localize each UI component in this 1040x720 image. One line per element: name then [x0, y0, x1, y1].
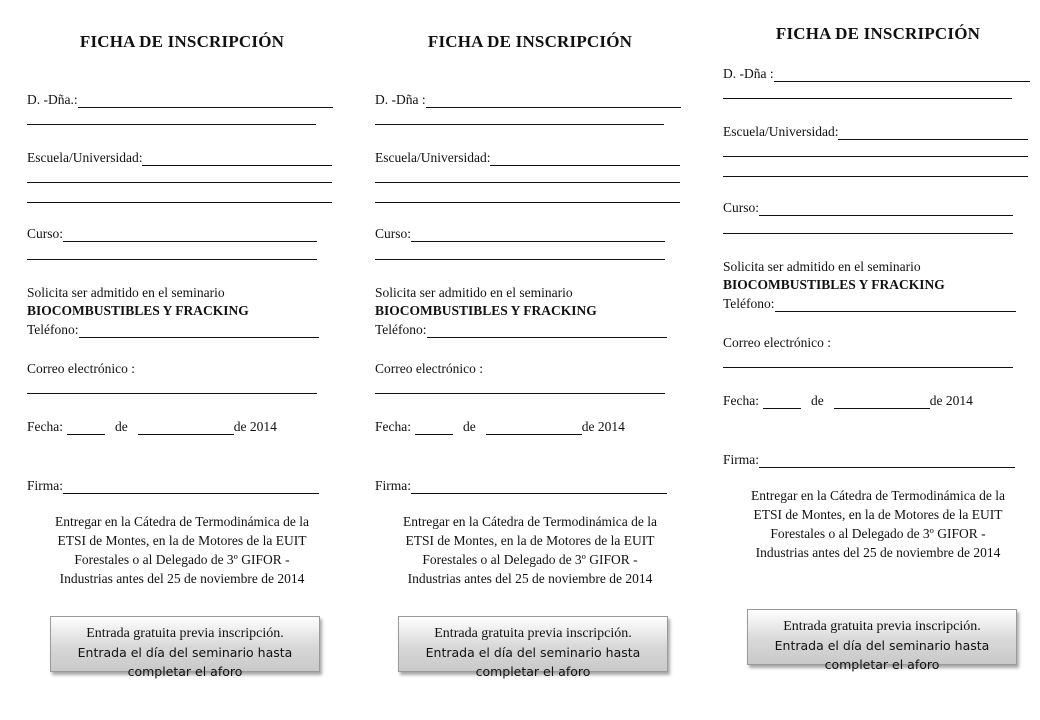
school-extra-line-1[interactable]: [723, 156, 1028, 157]
date-day-blank[interactable]: [67, 420, 105, 435]
badge-line-2: Entrada el día del seminario hasta: [774, 638, 990, 653]
badge-line-1: Entrada gratuita previa inscripción.: [783, 619, 981, 634]
request-text: Solicita ser admitido en el seminario: [375, 285, 573, 300]
course-blank[interactable]: [63, 227, 317, 242]
name-extra-line[interactable]: [375, 124, 664, 125]
course-extra-line[interactable]: [723, 233, 1013, 234]
badge-line-3: completar el aforo: [127, 664, 243, 679]
course-label: Curso:: [375, 226, 412, 241]
signature-field[interactable]: [723, 452, 1015, 468]
phone-field[interactable]: [723, 296, 1016, 312]
instructions-line-2: ETSI de Montes, en la de Motores de la EUIT: [57, 533, 307, 548]
date-year-label: de 2014: [581, 419, 625, 434]
date-of-label: de: [115, 419, 128, 434]
school-label: Escuela/Universidad:: [723, 124, 839, 139]
signature-label: Firma:: [375, 478, 411, 493]
signature-blank[interactable]: [759, 453, 1015, 468]
school-field[interactable]: [375, 150, 680, 166]
instructions-line-4: Industrias antes del 25 de noviembre de 2014: [59, 571, 305, 586]
instructions-line-2: ETSI de Montes, en la de Motores de la EUIT: [405, 533, 655, 548]
name-label: D. -Dña :: [375, 92, 426, 107]
email-label: Correo electrónico :: [723, 335, 831, 350]
course-field[interactable]: [27, 226, 317, 242]
phone-label: Teléfono:: [723, 296, 775, 311]
signature-field[interactable]: [27, 478, 319, 494]
email-label: Correo electrónico :: [27, 361, 135, 376]
signature-field[interactable]: [375, 478, 667, 494]
school-extra-line-1[interactable]: [375, 182, 680, 183]
date-year-label: de 2014: [233, 419, 277, 434]
date-month-blank[interactable]: [486, 420, 582, 435]
date-year-label: de 2014: [929, 393, 973, 408]
seminar-name: BIOCOMBUSTIBLES Y FRACKING: [723, 277, 945, 292]
name-extra-line[interactable]: [723, 98, 1012, 99]
name-field[interactable]: [375, 92, 681, 108]
course-label: Curso:: [27, 226, 64, 241]
school-extra-line-1[interactable]: [27, 182, 332, 183]
instructions-line-2: ETSI de Montes, en la de Motores de la EUIT: [753, 507, 1003, 522]
name-field[interactable]: [723, 66, 1030, 82]
course-label: Curso:: [723, 200, 760, 215]
school-label: Escuela/Universidad:: [27, 150, 143, 165]
request-text: Solicita ser admitido en el seminario: [723, 259, 921, 274]
school-extra-line-2[interactable]: [375, 202, 680, 203]
badge-line-3: completar el aforo: [475, 664, 591, 679]
registration-form-1: [27, 0, 337, 720]
free-entry-badge: [398, 616, 668, 679]
phone-field[interactable]: [27, 322, 319, 338]
date-field[interactable]: [27, 419, 277, 435]
badge-line-2: Entrada el día del seminario hasta: [425, 645, 641, 660]
name-label: D. -Dña.:: [27, 92, 78, 107]
date-field[interactable]: [375, 419, 625, 435]
request-text: Solicita ser admitido en el seminario: [27, 285, 225, 300]
email-blank[interactable]: [375, 393, 665, 394]
form-title: FICHA DE INSCRIPCIÓN: [427, 32, 633, 51]
instructions-line-1: Entregar en la Cátedra de Termodinámica de la: [54, 514, 310, 529]
instructions-line-3: Forestales o al Delegado de 3º GIFOR -: [74, 552, 290, 567]
phone-blank[interactable]: [775, 297, 1016, 312]
badge-line-2: Entrada el día del seminario hasta: [77, 645, 293, 660]
phone-blank[interactable]: [427, 323, 667, 338]
instructions-line-1: Entregar en la Cátedra de Termodinámica de la: [750, 488, 1006, 503]
date-day-blank[interactable]: [415, 420, 453, 435]
school-extra-line-2[interactable]: [723, 176, 1028, 177]
instructions-line-4: Industrias antes del 25 de noviembre de 2014: [407, 571, 653, 586]
course-blank[interactable]: [759, 201, 1013, 216]
course-field[interactable]: [375, 226, 665, 242]
date-label: Fecha:: [27, 419, 63, 434]
instructions-line-4: Industrias antes del 25 de noviembre de 2014: [755, 545, 1001, 560]
course-extra-line[interactable]: [375, 259, 665, 260]
form-title: FICHA DE INSCRIPCIÓN: [775, 24, 981, 43]
date-of-label: de: [463, 419, 476, 434]
date-month-blank[interactable]: [834, 394, 930, 409]
email-blank[interactable]: [723, 367, 1013, 368]
course-extra-line[interactable]: [27, 259, 317, 260]
free-entry-badge: [50, 616, 320, 679]
form-title: FICHA DE INSCRIPCIÓN: [79, 32, 285, 51]
date-of-label: de: [811, 393, 824, 408]
date-month-blank[interactable]: [138, 420, 234, 435]
school-blank[interactable]: [838, 125, 1028, 140]
instructions: [375, 512, 685, 588]
badge-line-3: completar el aforo: [824, 657, 940, 672]
free-entry-badge: [747, 609, 1017, 672]
email-blank[interactable]: [27, 393, 317, 394]
school-blank[interactable]: [490, 151, 680, 166]
date-label: Fecha:: [375, 419, 411, 434]
date-label: Fecha:: [723, 393, 759, 408]
name-extra-line[interactable]: [27, 124, 316, 125]
badge-line-1: Entrada gratuita previa inscripción.: [434, 626, 632, 641]
name-blank[interactable]: [426, 93, 681, 108]
signature-label: Firma:: [723, 452, 759, 467]
signature-blank[interactable]: [411, 479, 667, 494]
school-blank[interactable]: [142, 151, 332, 166]
name-blank[interactable]: [78, 93, 333, 108]
name-blank[interactable]: [774, 67, 1030, 82]
phone-label: Teléfono:: [375, 322, 427, 337]
phone-blank[interactable]: [79, 323, 319, 338]
instructions-line-3: Forestales o al Delegado de 3º GIFOR -: [770, 526, 986, 541]
badge-line-1: Entrada gratuita previa inscripción.: [86, 626, 284, 641]
school-field[interactable]: [27, 150, 332, 166]
name-field[interactable]: [27, 92, 333, 108]
date-field[interactable]: [723, 393, 973, 409]
phone-field[interactable]: [375, 322, 667, 338]
seminar-name: BIOCOMBUSTIBLES Y FRACKING: [375, 303, 597, 318]
school-field[interactable]: [723, 124, 1028, 140]
seminar-name: BIOCOMBUSTIBLES Y FRACKING: [27, 303, 249, 318]
registration-form-2: [375, 0, 685, 720]
school-label: Escuela/Universidad:: [375, 150, 491, 165]
signature-blank[interactable]: [63, 479, 319, 494]
email-label: Correo electrónico :: [375, 361, 483, 376]
registration-form-3: [723, 0, 1033, 720]
instructions: [27, 512, 337, 588]
instructions-line-3: Forestales o al Delegado de 3º GIFOR -: [422, 552, 638, 567]
phone-label: Teléfono:: [27, 322, 79, 337]
school-extra-line-2[interactable]: [27, 202, 332, 203]
instructions: [723, 486, 1033, 562]
course-blank[interactable]: [411, 227, 665, 242]
date-day-blank[interactable]: [763, 394, 801, 409]
signature-label: Firma:: [27, 478, 63, 493]
name-label: D. -Dña :: [723, 66, 774, 81]
course-field[interactable]: [723, 200, 1013, 216]
instructions-line-1: Entregar en la Cátedra de Termodinámica de la: [402, 514, 658, 529]
